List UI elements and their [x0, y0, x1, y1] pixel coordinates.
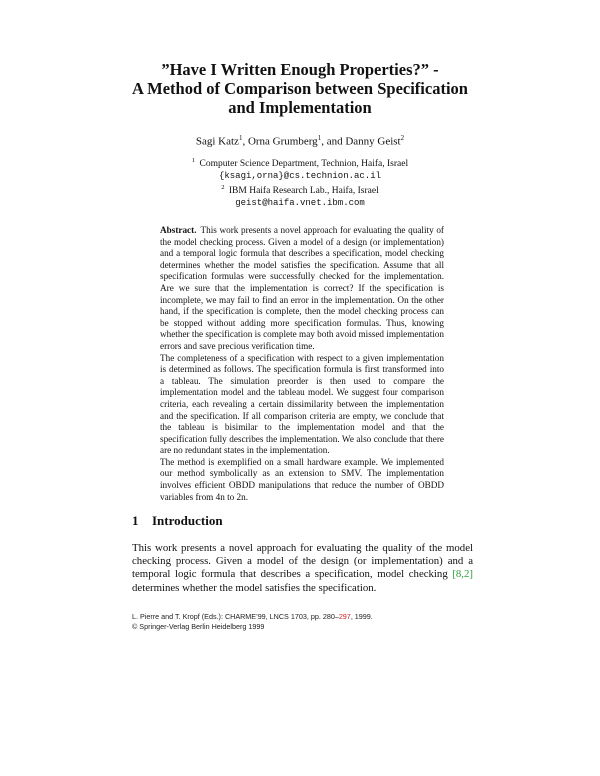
affiliation-2 — [150, 182, 450, 198]
section-number: 1 — [132, 513, 139, 528]
author-1-affil: 1 — [238, 134, 243, 142]
footer-copyright: © Springer-Verlag Berlin Heidelberg 1999 — [132, 621, 265, 631]
title-line-3: and Implementation — [228, 98, 372, 117]
affiliations — [150, 155, 450, 209]
footer-year: , 1999. — [350, 612, 373, 621]
intro-body — [132, 542, 473, 595]
affiliation-2-marker: 2 — [221, 184, 225, 192]
title-line-1: ”Have I Written Enough Properties?” - — [161, 60, 439, 79]
publication-footer — [132, 612, 473, 631]
intro-text-1: This work presents a novel approach for evaluating the quality of the model checking process. Given a model of the design (or implementation) and a temporal logic formula that describes a specification, model checking — [132, 542, 473, 581]
paper-title — [100, 60, 500, 117]
author-list — [100, 132, 500, 149]
section-title: Introduction — [152, 513, 223, 528]
footer-citation: L. Pierre and T. Kropf (Eds.): CHARME’99, LNCS 1703, pp. 280– — [132, 612, 339, 621]
title-line-2: A Method of Comparison between Specification — [132, 79, 468, 98]
footer-end-page-link[interactable]: 297 — [338, 612, 351, 621]
abstract-paragraph-1 — [160, 225, 444, 353]
intro-paragraph — [132, 542, 473, 595]
author-2-affil: 1 — [317, 134, 322, 142]
author-3: , and Danny Geist — [321, 135, 401, 148]
affiliation-2-email: geist@haifa.vnet.ibm.com — [235, 197, 365, 208]
author-1: Sagi Katz — [195, 135, 239, 148]
affiliation-1-email: {ksagi,orna}@cs.technion.ac.il — [218, 170, 382, 181]
author-3-affil: 2 — [400, 134, 405, 142]
abstract — [160, 225, 444, 503]
intro-text-2: determines whether the model satisfies the specification. — [132, 581, 377, 594]
abstract-paragraph-2: The completeness of a specification with respect to a given implementation is determined as follows. The specification formula is first transformed into a tableau. The simulation preorder is then used to compare the implementation model and the tableau model. We suggest four comparison criteria, each revealing a certain dissimilarity between the implementation and the specification. If all comparison criteria are empty, we conclude that the tableau is bisimilar to the implementation model and that the specification fully describes the implementation. We also conclude that there are no redundant states in the implementation. — [160, 352, 444, 456]
affiliation-2-text: IBM Haifa Research Lab., Haifa, Israel — [228, 186, 379, 197]
footer-line-1 — [132, 612, 473, 622]
abstract-text-1: This work presents a novel approach for evaluating the quality of the model checking process. Given a model of a design (or implementation) and a temporal logic formula that describes a specification, model checking determines whether the model satisfies the specification. Assume that all specification formulas were successfully checked for the implementation. Are we sure that the implementation is correct? If the specification is incomplete, we may fail to find an error in the implementation. On the other hand, if the specification is complete, then the model checking process can be stopped without adding more specification formulas. Thus, knowing whether the specification is complete may both avoid missed implementation errors and save precious verification time. — [160, 225, 444, 351]
affiliation-1-marker: 1 — [191, 157, 196, 164]
citation-link[interactable]: [8,2] — [452, 568, 473, 581]
affiliation-1-text: Computer Science Department, Technion, Haifa, Israel — [199, 159, 409, 170]
author-2: , Orna Grumberg — [242, 135, 318, 148]
abstract-label: Abstract. — [160, 225, 197, 235]
abstract-paragraph-3: The method is exemplified on a small hardware example. We implemented our method symbolically as an extension to SMV. The implementation involves efficient OBDD manipulations that reduce the number of OBDD variables from 4n to 2n. — [160, 456, 444, 502]
section-heading — [132, 513, 472, 528]
affiliation-1 — [150, 155, 450, 171]
